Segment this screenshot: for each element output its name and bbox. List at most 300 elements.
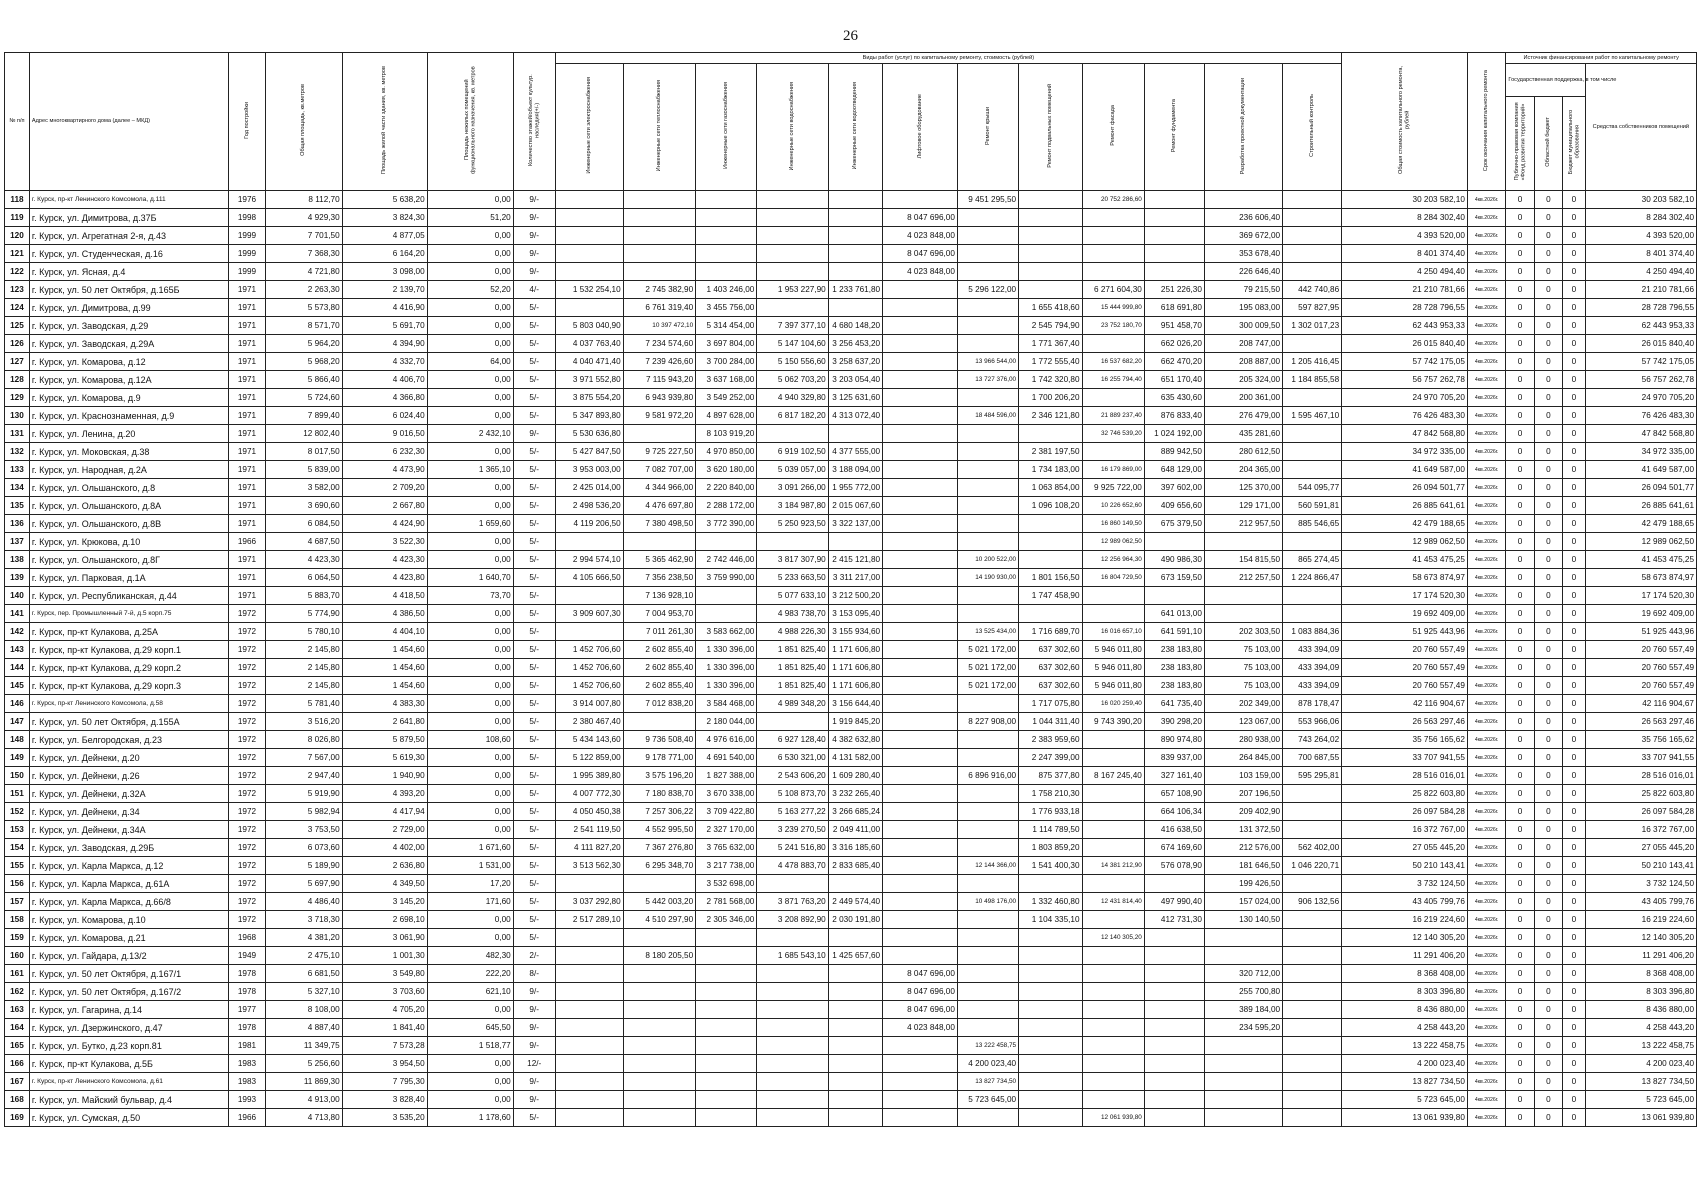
header-work-4: Инженерные сети водоснабжения	[757, 64, 828, 191]
table-row	[5, 1001, 1697, 1019]
cell-work-foundation: 648 129,00	[1144, 461, 1204, 479]
cell-work-elevator	[883, 785, 958, 803]
cell-work-gas: 3 549 252,00	[696, 389, 757, 407]
cell-address: г. Курск, пр-кт Ленинского Комсомола, д.58	[29, 695, 228, 713]
cell-floors: 5/-	[513, 677, 555, 695]
cell-municipal-share: 0	[1563, 983, 1586, 1001]
cell-work-roof	[957, 839, 1018, 857]
cell-owners-funds: 13 827 734,50	[1585, 1073, 1696, 1091]
cell-floors: 5/-	[513, 803, 555, 821]
cell-term: 4кв.2026г.	[1467, 839, 1506, 857]
cell-fund-share: 0	[1506, 713, 1534, 731]
cell-year-built: 1972	[229, 911, 265, 929]
cell-row-number: 142	[5, 623, 30, 641]
cell-work-electric	[555, 191, 623, 209]
cell-total-area: 5 774,90	[265, 605, 342, 623]
cell-fund-share: 0	[1506, 245, 1534, 263]
cell-owners-funds: 50 210 143,41	[1585, 857, 1696, 875]
cell-nonliving-area: 0,00	[427, 227, 513, 245]
cell-owners-funds: 8 284 302,40	[1585, 209, 1696, 227]
cell-work-heating	[623, 263, 696, 281]
cell-living-area: 7 573,28	[342, 1037, 427, 1055]
cell-work-basement	[1019, 1109, 1082, 1127]
cell-regional-share: 0	[1534, 569, 1562, 587]
cell-row-number: 150	[5, 767, 30, 785]
cell-address: г. Курск, пр-кт Ленинского Комсомола, д.61	[29, 1073, 228, 1091]
cell-work-gas: 3 217 738,00	[696, 857, 757, 875]
cell-work-elevator	[883, 605, 958, 623]
cell-floors: 5/-	[513, 299, 555, 317]
cell-living-area: 4 877,05	[342, 227, 427, 245]
cell-work-supervision: 865 274,45	[1283, 551, 1342, 569]
cell-work-sewer: 1 955 772,00	[828, 479, 882, 497]
cell-total-area: 6 084,50	[265, 515, 342, 533]
cell-row-number: 159	[5, 929, 30, 947]
cell-nonliving-area: 0,00	[427, 785, 513, 803]
cell-fund-share: 0	[1506, 1037, 1534, 1055]
cell-work-design: 103 159,00	[1204, 767, 1282, 785]
cell-work-foundation	[1144, 1037, 1204, 1055]
cell-work-sewer	[828, 965, 882, 983]
cell-work-heating: 2 602 855,40	[623, 641, 696, 659]
cell-total-cost: 21 210 781,66	[1342, 281, 1468, 299]
cell-regional-share: 0	[1534, 389, 1562, 407]
cell-regional-share: 0	[1534, 1109, 1562, 1127]
cell-owners-funds: 30 203 582,10	[1585, 191, 1696, 209]
cell-work-elevator	[883, 353, 958, 371]
cell-work-foundation: 490 986,30	[1144, 551, 1204, 569]
cell-work-sewer: 3 232 265,40	[828, 785, 882, 803]
cell-work-heating	[623, 227, 696, 245]
cell-work-roof	[957, 875, 1018, 893]
cell-floors: 5/-	[513, 731, 555, 749]
cell-work-design: 130 140,50	[1204, 911, 1282, 929]
cell-work-water: 3 184 987,80	[757, 497, 828, 515]
cell-work-sewer	[828, 1073, 882, 1091]
cell-term: 4кв.2026г.	[1467, 587, 1506, 605]
cell-work-heating	[623, 713, 696, 731]
cell-row-number: 131	[5, 425, 30, 443]
table-row	[5, 893, 1697, 911]
cell-work-electric: 4 119 206,50	[555, 515, 623, 533]
cell-floors: 5/-	[513, 407, 555, 425]
cell-row-number: 126	[5, 335, 30, 353]
cell-owners-funds: 13 061 939,80	[1585, 1109, 1696, 1127]
cell-living-area: 4 349,50	[342, 875, 427, 893]
cell-work-basement	[1019, 281, 1082, 299]
cell-term: 4кв.2026г.	[1467, 299, 1506, 317]
cell-work-sewer	[828, 1037, 882, 1055]
cell-living-area: 1 454,60	[342, 677, 427, 695]
table-row	[5, 245, 1697, 263]
cell-total-cost: 4 200 023,40	[1342, 1055, 1468, 1073]
cell-work-sewer	[828, 533, 882, 551]
header-finance-group: Источник финансирования работ по капитальному ремонту	[1506, 53, 1697, 64]
cell-municipal-share: 0	[1563, 731, 1586, 749]
cell-work-sewer: 4 313 072,40	[828, 407, 882, 425]
cell-owners-funds: 26 015 840,40	[1585, 335, 1696, 353]
cell-fund-share: 0	[1506, 389, 1534, 407]
cell-work-design: 212 257,50	[1204, 569, 1282, 587]
cell-year-built: 1998	[229, 209, 265, 227]
cell-total-area: 3 753,50	[265, 821, 342, 839]
cell-total-area: 6 681,50	[265, 965, 342, 983]
cell-owners-funds: 8 401 374,40	[1585, 245, 1696, 263]
cell-work-basement: 2 545 794,90	[1019, 317, 1082, 335]
cell-nonliving-area: 0,00	[427, 641, 513, 659]
cell-work-water: 5 163 277,22	[757, 803, 828, 821]
header-work-3: Инженерные сети газоснабжения	[696, 64, 757, 191]
cell-fund-share: 0	[1506, 515, 1534, 533]
cell-work-elevator	[883, 1055, 958, 1073]
cell-living-area: 1 454,60	[342, 641, 427, 659]
cell-work-foundation: 662 026,20	[1144, 335, 1204, 353]
cell-owners-funds: 57 742 175,05	[1585, 353, 1696, 371]
cell-year-built: 1968	[229, 929, 265, 947]
table-row	[5, 1109, 1697, 1127]
table-row	[5, 857, 1697, 875]
cell-work-elevator	[883, 515, 958, 533]
cell-floors: 9/-	[513, 227, 555, 245]
cell-work-gas: 2 180 044,00	[696, 713, 757, 731]
cell-work-foundation	[1144, 245, 1204, 263]
cell-row-number: 133	[5, 461, 30, 479]
cell-floors: 9/-	[513, 209, 555, 227]
cell-work-gas: 4 976 616,00	[696, 731, 757, 749]
cell-work-design: 212 576,00	[1204, 839, 1282, 857]
cell-work-heating: 6 295 348,70	[623, 857, 696, 875]
cell-work-roof	[957, 947, 1018, 965]
cell-work-foundation: 497 990,40	[1144, 893, 1204, 911]
cell-work-facade	[1082, 209, 1144, 227]
cell-total-cost: 50 210 143,41	[1342, 857, 1468, 875]
cell-work-supervision: 1 595 467,10	[1283, 407, 1342, 425]
cell-owners-funds: 34 972 335,00	[1585, 443, 1696, 461]
cell-living-area: 2 698,10	[342, 911, 427, 929]
cell-floors: 2/-	[513, 947, 555, 965]
cell-row-number: 139	[5, 569, 30, 587]
cell-work-supervision	[1283, 785, 1342, 803]
cell-work-gas: 5 314 454,00	[696, 317, 757, 335]
cell-address: г. Курск, ул. Заводская, д.29А	[29, 335, 228, 353]
cell-term: 4кв.2026г.	[1467, 911, 1506, 929]
cell-work-supervision	[1283, 209, 1342, 227]
cell-total-cost: 12 140 305,20	[1342, 929, 1468, 947]
cell-nonliving-area: 621,10	[427, 983, 513, 1001]
cell-owners-funds: 17 174 520,30	[1585, 587, 1696, 605]
cell-row-number: 145	[5, 677, 30, 695]
cell-address: г. Курск, ул. Студенческая, д.16	[29, 245, 228, 263]
cell-work-facade: 16 537 682,20	[1082, 353, 1144, 371]
cell-regional-share: 0	[1534, 713, 1562, 731]
cell-work-design: 236 606,40	[1204, 209, 1282, 227]
cell-work-design: 208 887,00	[1204, 353, 1282, 371]
cell-term: 4кв.2026г.	[1467, 947, 1506, 965]
cell-work-sewer: 4 377 555,00	[828, 443, 882, 461]
cell-total-cost: 12 989 062,50	[1342, 533, 1468, 551]
cell-work-supervision: 560 591,81	[1283, 497, 1342, 515]
cell-total-area: 4 381,20	[265, 929, 342, 947]
cell-total-cost: 62 443 953,33	[1342, 317, 1468, 335]
cell-fund-share: 0	[1506, 533, 1534, 551]
cell-municipal-share: 0	[1563, 623, 1586, 641]
cell-term: 4кв.2026г.	[1467, 371, 1506, 389]
cell-work-foundation: 951 458,70	[1144, 317, 1204, 335]
cell-term: 4кв.2026г.	[1467, 785, 1506, 803]
cell-work-electric: 4 037 763,40	[555, 335, 623, 353]
cell-fund-share: 0	[1506, 479, 1534, 497]
cell-work-design: 199 426,50	[1204, 875, 1282, 893]
cell-address: г. Курск, ул. Краснознаменная, д.9	[29, 407, 228, 425]
cell-total-cost: 28 728 796,55	[1342, 299, 1468, 317]
cell-work-elevator	[883, 929, 958, 947]
cell-living-area: 9 016,50	[342, 425, 427, 443]
cell-work-sewer: 2 030 191,80	[828, 911, 882, 929]
cell-work-supervision: 1 184 855,58	[1283, 371, 1342, 389]
cell-living-area: 3 703,60	[342, 983, 427, 1001]
cell-year-built: 1983	[229, 1073, 265, 1091]
cell-municipal-share: 0	[1563, 767, 1586, 785]
cell-work-elevator	[883, 335, 958, 353]
cell-year-built: 1971	[229, 569, 265, 587]
cell-work-facade	[1082, 731, 1144, 749]
cell-total-cost: 41 453 475,25	[1342, 551, 1468, 569]
cell-living-area: 4 423,30	[342, 551, 427, 569]
cell-total-area: 5 781,40	[265, 695, 342, 713]
cell-owners-funds: 27 055 445,20	[1585, 839, 1696, 857]
cell-work-basement: 1 758 210,30	[1019, 785, 1082, 803]
cell-work-electric	[555, 1109, 623, 1127]
cell-living-area: 3 061,90	[342, 929, 427, 947]
cell-term: 4кв.2026г.	[1467, 281, 1506, 299]
cell-work-water: 5 039 057,00	[757, 461, 828, 479]
header-year: Год постройки	[229, 53, 265, 191]
cell-work-water	[757, 209, 828, 227]
cell-year-built: 1978	[229, 1019, 265, 1037]
cell-work-roof	[957, 227, 1018, 245]
cell-work-foundation: 889 942,50	[1144, 443, 1204, 461]
cell-total-cost: 16 219 224,60	[1342, 911, 1468, 929]
cell-work-foundation	[1144, 533, 1204, 551]
table-row	[5, 947, 1697, 965]
cell-work-electric	[555, 1001, 623, 1019]
cell-floors: 5/-	[513, 551, 555, 569]
cell-year-built: 1972	[229, 875, 265, 893]
cell-work-roof	[957, 263, 1018, 281]
cell-work-heating	[623, 245, 696, 263]
cell-work-electric: 1 532 254,10	[555, 281, 623, 299]
cell-fund-share: 0	[1506, 227, 1534, 245]
cell-work-design: 157 024,00	[1204, 893, 1282, 911]
cell-term: 4кв.2026г.	[1467, 407, 1506, 425]
cell-work-electric: 1 452 706,60	[555, 659, 623, 677]
cell-work-sewer: 3 266 685,24	[828, 803, 882, 821]
cell-work-water	[757, 227, 828, 245]
cell-municipal-share: 0	[1563, 929, 1586, 947]
cell-total-area: 4 887,40	[265, 1019, 342, 1037]
cell-work-sewer	[828, 209, 882, 227]
cell-address: г. Курск, ул. Народная, д.2А	[29, 461, 228, 479]
cell-work-supervision: 700 687,55	[1283, 749, 1342, 767]
cell-work-facade	[1082, 875, 1144, 893]
cell-term: 4кв.2026г.	[1467, 821, 1506, 839]
cell-work-gas: 3 765 632,00	[696, 839, 757, 857]
cell-fund-share: 0	[1506, 641, 1534, 659]
table-row	[5, 1073, 1697, 1091]
cell-row-number: 158	[5, 911, 30, 929]
cell-work-design: 125 370,00	[1204, 479, 1282, 497]
cell-living-area: 5 638,20	[342, 191, 427, 209]
cell-floors: 9/-	[513, 983, 555, 1001]
cell-work-heating: 7 380 498,50	[623, 515, 696, 533]
cell-work-sewer	[828, 1019, 882, 1037]
cell-address: г. Курск, ул. Ольшанского, д.8В	[29, 515, 228, 533]
cell-regional-share: 0	[1534, 497, 1562, 515]
cell-year-built: 1971	[229, 335, 265, 353]
cell-floors: 9/-	[513, 263, 555, 281]
cell-address: г. Курск, ул. 50 лет Октября, д.167/2	[29, 983, 228, 1001]
cell-work-heating: 6 761 319,40	[623, 299, 696, 317]
cell-work-supervision: 906 132,56	[1283, 893, 1342, 911]
cell-work-water: 6 817 182,20	[757, 407, 828, 425]
cell-work-basement: 1 044 311,40	[1019, 713, 1082, 731]
cell-nonliving-area: 1 518,77	[427, 1037, 513, 1055]
cell-work-foundation: 641 735,40	[1144, 695, 1204, 713]
cell-fund-share: 0	[1506, 623, 1534, 641]
cell-work-water	[757, 299, 828, 317]
cell-regional-share: 0	[1534, 1037, 1562, 1055]
cell-regional-share: 0	[1534, 965, 1562, 983]
cell-work-basement: 1 104 335,10	[1019, 911, 1082, 929]
cell-living-area: 5 691,70	[342, 317, 427, 335]
header-living-area: Площадь жилой части здания, кв. метров	[342, 53, 427, 191]
cell-work-supervision	[1283, 803, 1342, 821]
cell-work-elevator	[883, 749, 958, 767]
table-row	[5, 569, 1697, 587]
cell-owners-funds: 24 970 705,20	[1585, 389, 1696, 407]
cell-nonliving-area: 51,20	[427, 209, 513, 227]
cell-work-supervision	[1283, 1073, 1342, 1091]
cell-owners-funds: 43 405 799,76	[1585, 893, 1696, 911]
cell-row-number: 157	[5, 893, 30, 911]
cell-work-facade: 16 179 869,00	[1082, 461, 1144, 479]
cell-owners-funds: 8 303 396,80	[1585, 983, 1696, 1001]
cell-work-facade: 9 925 722,00	[1082, 479, 1144, 497]
cell-work-supervision: 878 178,47	[1283, 695, 1342, 713]
cell-address: г. Курск, ул. Белгородская, д.23	[29, 731, 228, 749]
header-work-2: Инженерные сети теплоснабжения	[623, 64, 696, 191]
cell-total-cost: 8 284 302,40	[1342, 209, 1468, 227]
cell-work-basement	[1019, 533, 1082, 551]
cell-total-cost: 4 250 494,40	[1342, 263, 1468, 281]
cell-row-number: 137	[5, 533, 30, 551]
cell-work-sewer: 1 171 606,80	[828, 641, 882, 659]
cell-address: г. Курск, ул. Заводская, д.29	[29, 317, 228, 335]
cell-work-roof	[957, 749, 1018, 767]
cell-floors: 5/-	[513, 695, 555, 713]
cell-year-built: 1971	[229, 317, 265, 335]
cell-work-facade: 32 746 539,20	[1082, 425, 1144, 443]
cell-nonliving-area: 0,00	[427, 407, 513, 425]
cell-work-supervision	[1283, 425, 1342, 443]
cell-floors: 5/-	[513, 443, 555, 461]
cell-term: 4кв.2026г.	[1467, 425, 1506, 443]
cell-work-foundation: 673 159,50	[1144, 569, 1204, 587]
cell-living-area: 6 232,30	[342, 443, 427, 461]
cell-regional-share: 0	[1534, 947, 1562, 965]
cell-work-facade: 12 431 814,40	[1082, 893, 1144, 911]
cell-living-area: 2 139,70	[342, 281, 427, 299]
cell-total-cost: 17 174 520,30	[1342, 587, 1468, 605]
cell-work-electric: 5 434 143,60	[555, 731, 623, 749]
cell-address: г. Курск, ул. Республиканская, д.44	[29, 587, 228, 605]
cell-term: 4кв.2026г.	[1467, 875, 1506, 893]
cell-work-roof	[957, 533, 1018, 551]
cell-work-water: 4 983 738,70	[757, 605, 828, 623]
cell-work-foundation: 397 602,00	[1144, 479, 1204, 497]
cell-term: 4кв.2026г.	[1467, 353, 1506, 371]
cell-work-elevator	[883, 839, 958, 857]
cell-municipal-share: 0	[1563, 677, 1586, 695]
cell-work-facade	[1082, 803, 1144, 821]
cell-regional-share: 0	[1534, 335, 1562, 353]
cell-work-roof	[957, 443, 1018, 461]
cell-nonliving-area: 0,00	[427, 1091, 513, 1109]
cell-term: 4кв.2026г.	[1467, 641, 1506, 659]
cell-work-heating	[623, 1037, 696, 1055]
cell-work-foundation: 327 161,40	[1144, 767, 1204, 785]
cell-term: 4кв.2026г.	[1467, 929, 1506, 947]
cell-work-basement	[1019, 965, 1082, 983]
cell-work-electric: 2 498 536,20	[555, 497, 623, 515]
cell-work-facade: 12 061 939,80	[1082, 1109, 1144, 1127]
cell-work-basement: 1 332 460,80	[1019, 893, 1082, 911]
cell-work-basement	[1019, 1001, 1082, 1019]
cell-total-cost: 3 732 124,50	[1342, 875, 1468, 893]
cell-year-built: 1971	[229, 281, 265, 299]
cell-work-facade: 23 752 180,70	[1082, 317, 1144, 335]
cell-total-area: 2 475,10	[265, 947, 342, 965]
cell-nonliving-area: 645,50	[427, 1019, 513, 1037]
cell-year-built: 1972	[229, 731, 265, 749]
cell-total-cost: 57 742 175,05	[1342, 353, 1468, 371]
cell-fund-share: 0	[1506, 569, 1534, 587]
cell-work-heating: 4 344 966,00	[623, 479, 696, 497]
cell-work-heating	[623, 1001, 696, 1019]
cell-municipal-share: 0	[1563, 281, 1586, 299]
cell-owners-funds: 33 707 941,55	[1585, 749, 1696, 767]
cell-term: 4кв.2026г.	[1467, 857, 1506, 875]
cell-work-basement: 1 541 400,30	[1019, 857, 1082, 875]
cell-work-facade: 12 140 305,20	[1082, 929, 1144, 947]
cell-work-roof	[957, 317, 1018, 335]
cell-floors: 5/-	[513, 857, 555, 875]
cell-work-basement: 1 655 418,60	[1019, 299, 1082, 317]
cell-work-design: 212 957,50	[1204, 515, 1282, 533]
cell-work-supervision	[1283, 245, 1342, 263]
cell-nonliving-area: 171,60	[427, 893, 513, 911]
cell-regional-share: 0	[1534, 1091, 1562, 1109]
cell-work-roof	[957, 587, 1018, 605]
cell-work-foundation	[1144, 1019, 1204, 1037]
cell-regional-share: 0	[1534, 479, 1562, 497]
cell-work-water: 4 478 883,70	[757, 857, 828, 875]
cell-owners-funds: 42 116 904,67	[1585, 695, 1696, 713]
cell-work-electric: 5 427 847,50	[555, 443, 623, 461]
cell-work-water: 1 685 543,10	[757, 947, 828, 965]
cell-work-electric: 3 914 007,80	[555, 695, 623, 713]
cell-work-elevator	[883, 551, 958, 569]
